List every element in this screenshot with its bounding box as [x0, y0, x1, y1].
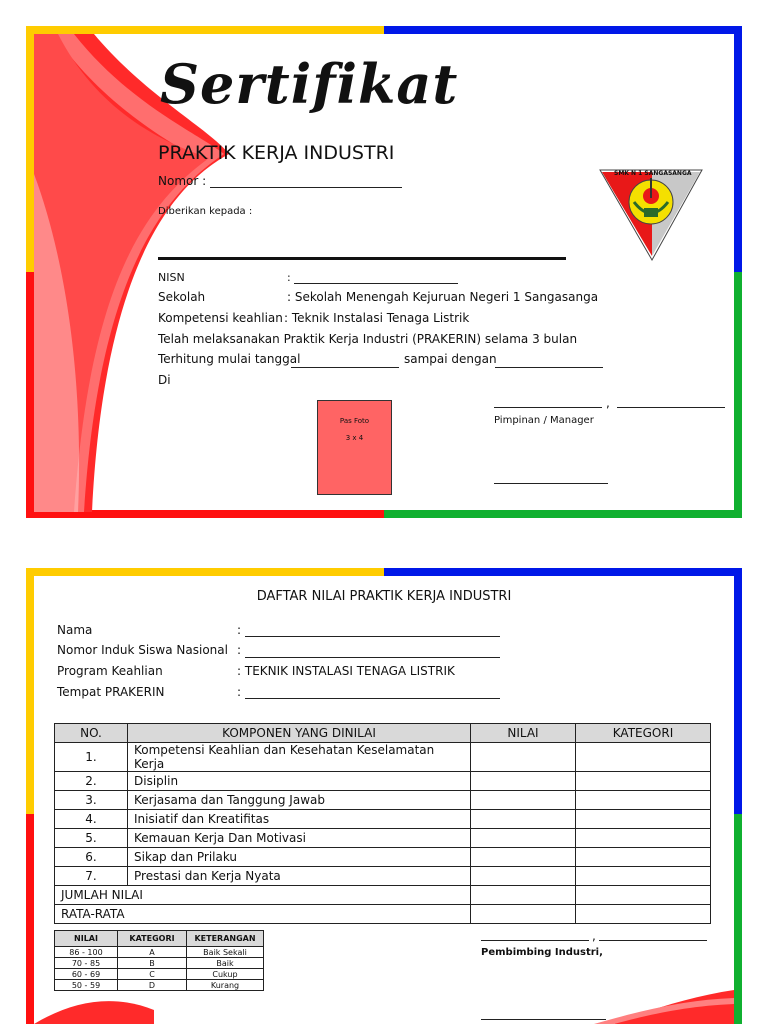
row-komponen: Inisiatif dan Kreatifitas	[128, 810, 471, 829]
score-sheet-title: DAFTAR NILAI PRAKTIK KERJA INDUSTRI	[256, 589, 512, 604]
border2-left-yellow	[26, 568, 34, 814]
nomor-label: Nomor :	[158, 174, 207, 188]
jumlah-kategori-cell[interactable]	[576, 886, 711, 905]
legend-nilai: 70 - 85	[55, 958, 118, 969]
signature-comma: ,	[606, 396, 610, 410]
field-nisn-value: :	[237, 643, 242, 657]
border-right-blue	[734, 26, 742, 272]
row-no: 4.	[55, 810, 128, 829]
row-nilai-cell[interactable]	[471, 848, 576, 867]
row-no: 1.	[55, 743, 128, 772]
border-left-red	[26, 272, 34, 518]
legend-header	[55, 931, 264, 947]
photo-label: Pas Foto	[339, 417, 370, 425]
table-row	[55, 810, 711, 829]
row-no: 2.	[55, 772, 128, 791]
row-nilai-cell[interactable]	[471, 743, 576, 772]
jumlah-label: JUMLAH NILAI	[55, 886, 471, 905]
legend-nilai: 60 - 69	[55, 969, 118, 980]
score-table	[54, 723, 711, 924]
border-top-blue	[384, 26, 742, 34]
prakerin-statement: Telah melaksanakan Praktik Kerja Industri (PRAKERIN) selama 3 bulan	[158, 332, 578, 346]
row-komponen: Kemauan Kerja Dan Motivasi	[128, 829, 471, 848]
di-label: Di	[158, 373, 171, 387]
row-nilai-cell[interactable]	[471, 867, 576, 886]
date-blank[interactable]	[617, 407, 725, 408]
photo-size: 3 x 4	[345, 434, 364, 442]
legend-keterangan: Cukup	[187, 969, 264, 980]
border2-top-yellow	[26, 568, 384, 576]
certificate-title: Sertifikat	[160, 52, 459, 116]
legend-keterangan: Baik	[187, 958, 264, 969]
rata-nilai-cell[interactable]	[471, 905, 576, 924]
border2-right-blue	[734, 568, 742, 814]
field-nama-blank[interactable]	[245, 636, 500, 637]
legend-table	[54, 930, 264, 991]
legend-keterangan: Kurang	[187, 980, 264, 991]
field-nisn-blank[interactable]	[245, 657, 500, 658]
table-row	[55, 772, 711, 791]
rata-kategori-cell[interactable]	[576, 905, 711, 924]
legend-kategori: C	[118, 969, 187, 980]
photo-box[interactable]	[317, 400, 392, 495]
col-kategori: KATEGORI	[576, 724, 711, 743]
field-tempat-value: :	[237, 685, 242, 699]
nisn-label: NISN	[158, 271, 185, 284]
rata-row	[55, 905, 711, 924]
table-row	[55, 743, 711, 772]
row-komponen: Disiplin	[128, 772, 471, 791]
end-date-blank[interactable]	[495, 367, 603, 368]
row-no: 6.	[55, 848, 128, 867]
field-nisn-label: Nomor Induk Siswa Nasional	[57, 643, 228, 657]
row-kategori-cell[interactable]	[576, 810, 711, 829]
row-nilai-cell[interactable]	[471, 791, 576, 810]
pembimbing-comma: ,	[592, 929, 596, 943]
border-left-yellow	[26, 26, 34, 272]
pembimbing-city-blank[interactable]	[481, 940, 589, 941]
legend-row	[55, 947, 264, 958]
nomor-blank[interactable]	[210, 187, 402, 188]
row-no: 3.	[55, 791, 128, 810]
certificate-subtitle: PRAKTIK KERJA INDUSTRI	[158, 142, 395, 164]
border2-right-green	[734, 814, 742, 1024]
border-bottom-green	[384, 510, 742, 518]
border-top-yellow	[26, 26, 384, 34]
col-nilai: NILAI	[471, 724, 576, 743]
legend-kategori: D	[118, 980, 187, 991]
score-table-header	[55, 724, 711, 743]
border2-top-blue	[384, 568, 742, 576]
row-nilai-cell[interactable]	[471, 829, 576, 848]
city-blank[interactable]	[494, 407, 602, 408]
row-kategori-cell[interactable]	[576, 772, 711, 791]
row-komponen: Sikap dan Prilaku	[128, 848, 471, 867]
start-date-blank[interactable]	[291, 367, 399, 368]
legend-col-keterangan: KETERANGAN	[187, 931, 264, 947]
bottom-swoosh	[34, 990, 734, 1024]
table-row	[55, 829, 711, 848]
field-program-value: : TEKNIK INSTALASI TENAGA LISTRIK	[237, 664, 455, 678]
row-nilai-cell[interactable]	[471, 810, 576, 829]
diberikan-label: Diberikan kepada :	[158, 206, 253, 217]
field-nama-label: Nama	[57, 623, 93, 637]
legend-col-nilai: NILAI	[55, 931, 118, 947]
legend-col-kategori: KATEGORI	[118, 931, 187, 947]
sekolah-value: : Sekolah Menengah Kejuruan Negeri 1 Sangasanga	[287, 290, 599, 304]
col-no: NO.	[55, 724, 128, 743]
pimpinan-signature-line[interactable]	[494, 483, 608, 484]
jumlah-nilai-cell[interactable]	[471, 886, 576, 905]
legend-nilai: 50 - 59	[55, 980, 118, 991]
field-tempat-label: Tempat PRAKERIN	[57, 685, 165, 699]
nisn-value: :	[287, 271, 291, 284]
nisn-blank[interactable]	[294, 283, 458, 284]
row-komponen: Prestasi dan Kerja Nyata	[128, 867, 471, 886]
legend-row	[55, 958, 264, 969]
school-logo-icon	[598, 168, 704, 262]
row-kategori-cell[interactable]	[576, 848, 711, 867]
border2-left-red	[26, 814, 34, 1024]
table-row	[55, 848, 711, 867]
legend-kategori: A	[118, 947, 187, 958]
pembimbing-label: Pembimbing Industri,	[481, 947, 603, 958]
table-row	[55, 791, 711, 810]
jumlah-row	[55, 886, 711, 905]
border-right-green	[734, 272, 742, 518]
pimpinan-label: Pimpinan / Manager	[494, 415, 594, 426]
recipient-name-line[interactable]	[158, 257, 566, 260]
sampai-dengan-label: sampai dengan	[404, 352, 497, 366]
row-komponen: Kerjasama dan Tanggung Jawab	[128, 791, 471, 810]
kompetensi-label: Kompetensi keahlian	[158, 311, 283, 325]
legend-row	[55, 969, 264, 980]
row-no: 5.	[55, 829, 128, 848]
terhitung-label: Terhitung mulai tanggal	[158, 352, 301, 366]
sekolah-label: Sekolah	[158, 290, 206, 304]
field-program-label: Program Keahlian	[57, 664, 163, 678]
kompetensi-value: : Teknik Instalasi Tenaga Listrik	[284, 311, 470, 325]
field-tempat-blank[interactable]	[245, 698, 500, 699]
col-komponen: KOMPONEN YANG DINILAI	[128, 724, 471, 743]
table-row	[55, 867, 711, 886]
row-kategori-cell[interactable]	[576, 791, 711, 810]
legend-kategori: B	[118, 958, 187, 969]
pembimbing-date-blank[interactable]	[599, 940, 707, 941]
row-komponen: Kompetensi Keahlian dan Kesehatan Keselamatan Kerja	[128, 743, 471, 772]
row-kategori-cell[interactable]	[576, 829, 711, 848]
row-kategori-cell[interactable]	[576, 867, 711, 886]
row-no: 7.	[55, 867, 128, 886]
row-nilai-cell[interactable]	[471, 772, 576, 791]
row-kategori-cell[interactable]	[576, 743, 711, 772]
rata-label: RATA-RATA	[55, 905, 471, 924]
pembimbing-signature-line[interactable]	[481, 1019, 606, 1020]
legend-keterangan: Baik Sekali	[187, 947, 264, 958]
field-nama-value: :	[237, 623, 242, 637]
school-logo-text: SMK N 1 SANGASANGA	[614, 170, 692, 177]
legend-nilai: 86 - 100	[55, 947, 118, 958]
legend-row	[55, 980, 264, 991]
